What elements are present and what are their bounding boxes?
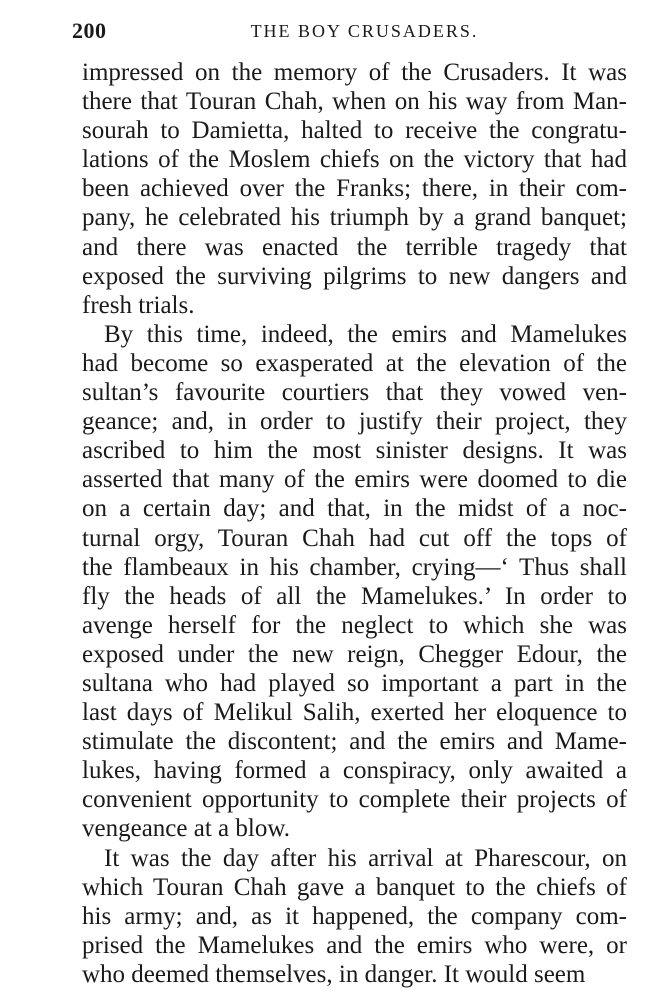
text-line: which Touran Chah gave a banquet to the chiefs of [82, 873, 627, 901]
text-line: exposed the surviving pilgrims to new dangers and [82, 262, 627, 290]
body-text [82, 58, 627, 989]
text-line: geance; and, in order to justify their project, they [82, 408, 627, 436]
text-line: sultana who had played so important a part in the [82, 669, 627, 697]
text-line: avenge herself for the neglect to which she was [82, 611, 627, 639]
text-line: convenient opportunity to complete their projects of [82, 786, 627, 814]
text-line: By this time, indeed, the emirs and Mamelukes [104, 320, 627, 348]
text-line: pany, he celebrated his triumph by a grand banquet; [82, 204, 627, 232]
paragraph [82, 844, 627, 989]
paragraph [82, 58, 627, 320]
text-line: vengeance at a blow. [82, 815, 290, 843]
text-line: prised the Mamelukes and the emirs who were, or [82, 931, 627, 959]
text-line: ascribed to him the most sinister designs. It was [82, 437, 627, 465]
running-title: THE BOY CRUSADERS. [250, 21, 479, 41]
text-line: sourah to Damietta, halted to receive the congratu- [82, 117, 627, 145]
text-line: there that Touran Chah, when on his way from Man- [82, 88, 627, 116]
text-line: last days of Melikul Salih, exerted her eloquence to [82, 699, 627, 727]
text-line: on a certain day; and that, in the midst of a noc- [82, 495, 627, 523]
text-line: exposed under the new reign, Chegger Edour, the [82, 640, 627, 668]
text-line: sultan’s favourite courtiers that they vowed ven- [82, 379, 627, 407]
paragraph [82, 320, 627, 844]
text-line: It was the day after his arrival at Pharescour, on [104, 844, 627, 872]
page-header [72, 16, 627, 46]
text-line: impressed on the memory of the Crusaders. It was [82, 59, 627, 86]
text-line: asserted that many of the emirs were doomed to die [82, 466, 627, 494]
text-line: turnal orgy, Touran Chah had cut off the tops of [82, 524, 627, 552]
page-number: 200 [72, 18, 107, 43]
text-line: and there was enacted the terrible tragedy that [82, 233, 627, 261]
text-line: stimulate the discontent; and the emirs and Mame- [82, 728, 627, 756]
text-line: who deemed themselves, in danger. It would seem [82, 960, 586, 988]
text-line: lations of the Moslem chiefs on the victory that had [82, 146, 627, 174]
text-line: lukes, having formed a conspiracy, only awaited a [82, 757, 627, 785]
text-line: fly the heads of all the Mamelukes.’ In order to [82, 582, 627, 610]
text-line: his army; and, as it happened, the company com- [82, 902, 627, 930]
text-line: the flambeaux in his chamber, crying—‘ Thus shall [82, 553, 627, 581]
text-line: had become so exasperated at the elevation of the [82, 349, 627, 377]
text-line: fresh trials. [82, 291, 195, 319]
text-line: been achieved over the Franks; there, in their com- [82, 175, 627, 203]
